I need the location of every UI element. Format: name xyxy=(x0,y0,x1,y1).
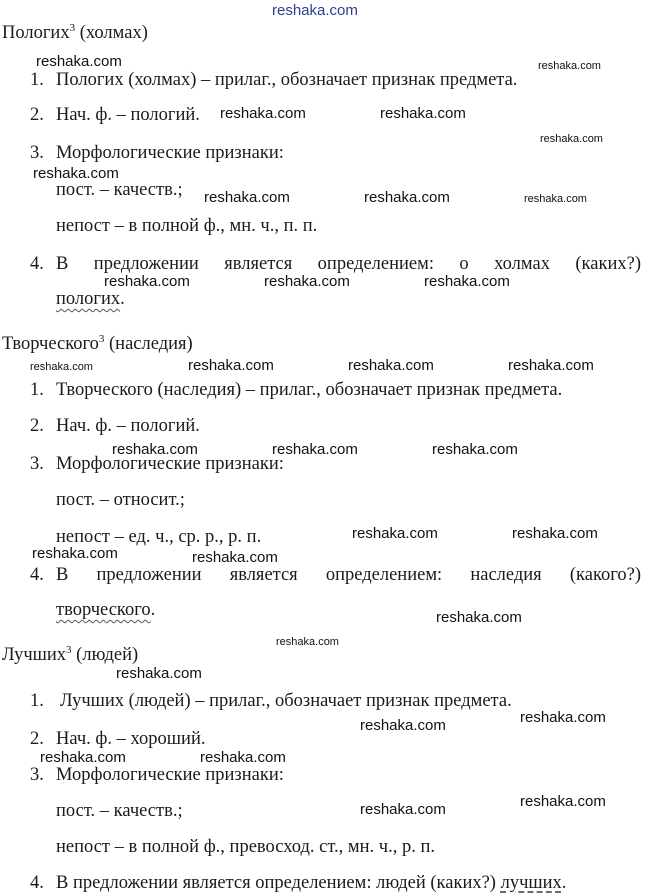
watermark: reshaka.com xyxy=(36,53,122,70)
heading-word: Лучших xyxy=(2,645,67,665)
list-number: 4. xyxy=(30,873,44,893)
watermark: reshaka.com xyxy=(272,441,358,458)
answer-sentence: В предложении является определением: людей (каких?) xyxy=(56,873,496,893)
list-number: 2. xyxy=(30,729,44,749)
list-item-text: В предложении является определением: о холмах (каких?) xyxy=(56,254,641,274)
list-item-text: Нач. ф. – хороший. xyxy=(56,729,206,749)
watermark: reshaka.com xyxy=(33,165,119,182)
heading-word: Творческого xyxy=(2,334,99,354)
watermark: reshaka.com xyxy=(540,133,603,145)
watermark: reshaka.com xyxy=(508,357,594,374)
list-number: 2. xyxy=(30,105,44,125)
watermark: reshaka.com xyxy=(520,793,606,810)
answer-line xyxy=(56,288,125,310)
feature-variable: непост – ед. ч., ср. р., р. п. xyxy=(56,527,262,547)
heading-phrase: (наследия) xyxy=(109,334,193,354)
answer-word: лучших xyxy=(500,873,562,893)
watermark: reshaka.com xyxy=(524,193,587,205)
heading-word: Пологих xyxy=(2,23,70,43)
list-number: 4. xyxy=(30,565,44,585)
answer-line xyxy=(56,599,155,621)
list-item-text: Морфологические признаки: xyxy=(56,454,284,474)
list-number: 1. xyxy=(30,380,44,400)
answer-word: пологих xyxy=(56,289,121,309)
list-number: 4. xyxy=(30,254,44,274)
watermark: reshaka.com xyxy=(40,749,126,766)
section-heading xyxy=(2,22,148,44)
watermark: reshaka.com xyxy=(538,60,601,72)
watermark: reshaka.com xyxy=(192,549,278,566)
watermark: reshaka.com xyxy=(200,749,286,766)
watermark: reshaka.com xyxy=(352,525,438,542)
watermark: reshaka.com xyxy=(424,273,510,290)
list-item-text: Творческого (наследия) – прилаг., обозначает признак предмета. xyxy=(56,380,563,400)
list-item-text: Лучших (людей) – прилаг., обозначает признак предмета. xyxy=(60,691,512,711)
watermark: reshaka.com xyxy=(360,717,446,734)
list-item-text: Нач. ф. – пологий. xyxy=(56,416,200,436)
feature-constant: пост. – качеств.; xyxy=(56,180,183,200)
watermark: reshaka.com xyxy=(272,2,358,19)
watermark: reshaka.com xyxy=(30,361,93,373)
section-heading xyxy=(2,644,138,666)
list-item-text: Нач. ф. – пологий. xyxy=(56,105,200,125)
list-number: 3. xyxy=(30,765,44,785)
heading-superscript: 3 xyxy=(66,643,72,656)
feature-variable: непост – в полной ф., превосход. ст., мн. ч., р. п. xyxy=(56,837,435,857)
feature-variable: непост – в полной ф., мн. ч., п. п. xyxy=(56,216,318,236)
list-number: 3. xyxy=(30,454,44,474)
list-item-text: В предложении является определением: наследия (какого?) xyxy=(56,565,641,585)
watermark: reshaka.com xyxy=(432,441,518,458)
answer-period: . xyxy=(561,873,567,893)
answer-period: . xyxy=(120,289,125,309)
list-number: 1. xyxy=(30,70,44,90)
watermark: reshaka.com xyxy=(436,609,522,626)
watermark: reshaka.com xyxy=(264,273,350,290)
heading-phrase: (холмах) xyxy=(79,23,148,43)
list-number: 3. xyxy=(30,143,44,163)
list-number: 2. xyxy=(30,416,44,436)
watermark: reshaka.com xyxy=(220,105,306,122)
list-item-text xyxy=(56,872,566,894)
watermark: reshaka.com xyxy=(360,801,446,818)
watermark: reshaka.com xyxy=(520,709,606,726)
answer-period: . xyxy=(150,600,156,620)
heading-superscript: 3 xyxy=(69,21,76,34)
watermark: reshaka.com xyxy=(116,665,202,682)
heading-phrase: (людей) xyxy=(76,645,139,665)
watermark: reshaka.com xyxy=(188,357,274,374)
section-heading xyxy=(2,333,193,355)
watermark: reshaka.com xyxy=(104,273,190,290)
watermark: reshaka.com xyxy=(204,189,290,206)
heading-superscript: 3 xyxy=(98,332,105,345)
list-item-text: Пологих (холмах) – прилаг., обозначает признак предмета. xyxy=(56,70,518,90)
watermark: reshaka.com xyxy=(276,636,339,648)
watermark: reshaka.com xyxy=(364,189,450,206)
watermark: reshaka.com xyxy=(112,441,198,458)
feature-constant: пост. – качеств.; xyxy=(56,801,183,821)
feature-constant: пост. – относит.; xyxy=(56,490,185,510)
list-item-text: Морфологические признаки: xyxy=(56,143,284,163)
watermark: reshaka.com xyxy=(32,545,118,562)
list-number: 1. xyxy=(30,691,44,711)
watermark: reshaka.com xyxy=(380,105,466,122)
list-item-text: Морфологические признаки: xyxy=(56,765,284,785)
watermark: reshaka.com xyxy=(512,525,598,542)
watermark: reshaka.com xyxy=(348,357,434,374)
answer-word: творческого xyxy=(56,600,151,620)
